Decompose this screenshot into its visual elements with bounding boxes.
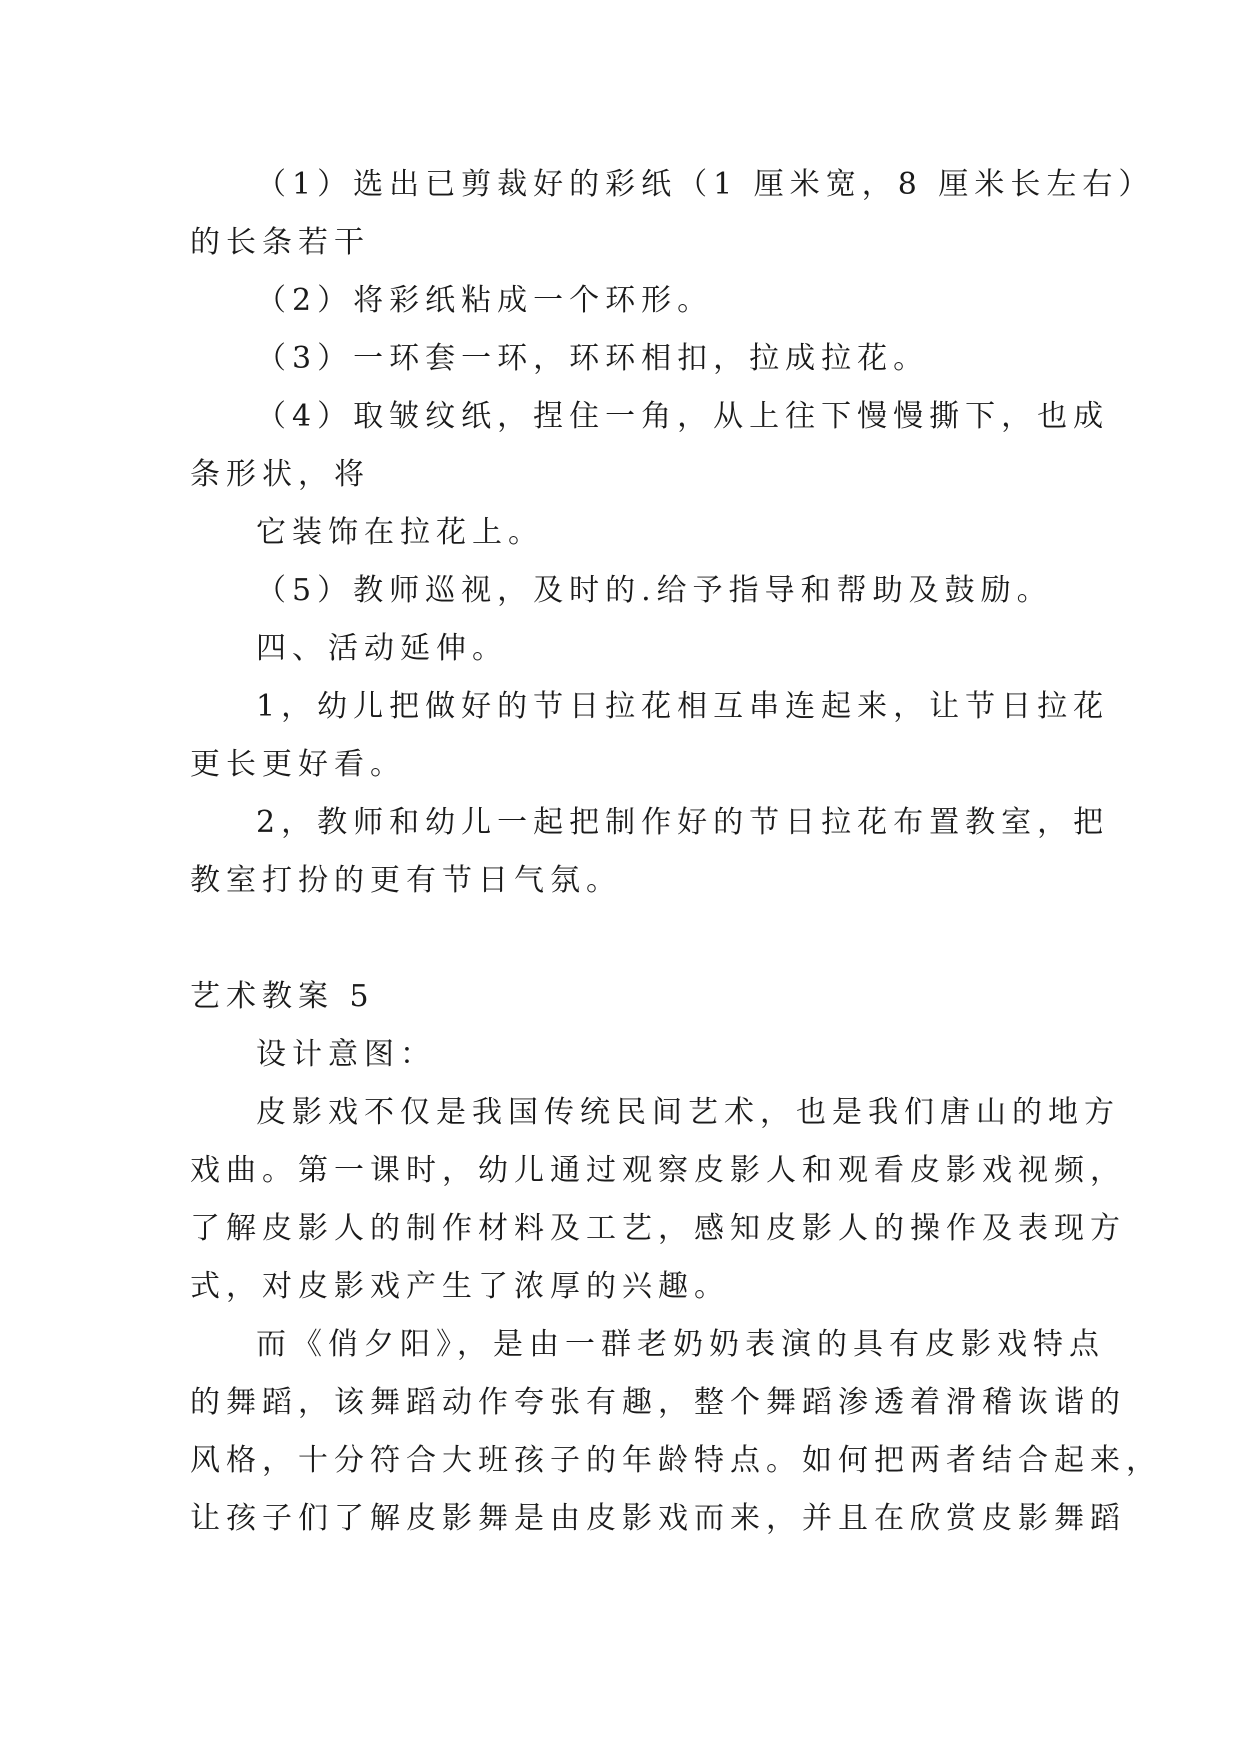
design-intent-heading: 设计意图： bbox=[256, 1037, 436, 1072]
text-line-8: （5）教师巡视，及时的.给予指导和帮助及鼓励。 bbox=[256, 573, 1053, 608]
text-line-23: 让孩子们了解皮影舞是由皮影戏而来，并且在欣赏皮影舞蹈 bbox=[190, 1501, 1126, 1536]
text-line-22: 风格，十分符合大班孩子的年龄特点。如何把两者结合起来， bbox=[190, 1443, 1162, 1478]
text-line-18: 了解皮影人的制作材料及工艺，感知皮影人的操作及表现方 bbox=[190, 1211, 1126, 1246]
text-line-17: 戏曲。第一课时，幼儿通过观察皮影人和观看皮影戏视频， bbox=[190, 1153, 1126, 1188]
text-line-21: 的舞蹈，该舞蹈动作夸张有趣，整个舞蹈渗透着滑稽诙谐的 bbox=[190, 1385, 1126, 1420]
text-line-20: 而《俏夕阳》，是由一群老奶奶表演的具有皮影戏特点 bbox=[256, 1327, 1105, 1362]
text-line-5: （4）取皱纹纸，捏住一角，从上往下慢慢撕下，也成 bbox=[256, 399, 1110, 434]
section-heading-extension: 四、活动延伸。 bbox=[256, 631, 508, 666]
text-line-4: （3）一环套一环，环环相扣，拉成拉花。 bbox=[256, 341, 930, 376]
text-line-13: 教室打扮的更有节日气氛。 bbox=[190, 863, 622, 898]
text-line-12: 2，教师和幼儿一起把制作好的节日拉花布置教室，把 bbox=[256, 805, 1110, 840]
text-line-10: 1，幼儿把做好的节日拉花相互串连起来，让节日拉花 bbox=[256, 689, 1110, 724]
text-line-19: 式，对皮影戏产生了浓厚的兴趣。 bbox=[190, 1269, 730, 1304]
text-line-3: （2）将彩纸粘成一个环形。 bbox=[256, 283, 714, 318]
text-line-6: 条形状，将 bbox=[190, 457, 370, 492]
text-line-16: 皮影戏不仅是我国传统民间艺术，也是我们唐山的地方 bbox=[256, 1095, 1120, 1130]
text-line-1: （1）选出已剪裁好的彩纸（1 厘米宽，8 厘米长左右） bbox=[256, 167, 1155, 202]
text-line-7: 它装饰在拉花上。 bbox=[256, 515, 544, 550]
text-line-2: 的长条若干 bbox=[190, 225, 370, 260]
lesson-title: 艺术教案 5 bbox=[190, 979, 375, 1014]
text-line-11: 更长更好看。 bbox=[190, 747, 406, 782]
